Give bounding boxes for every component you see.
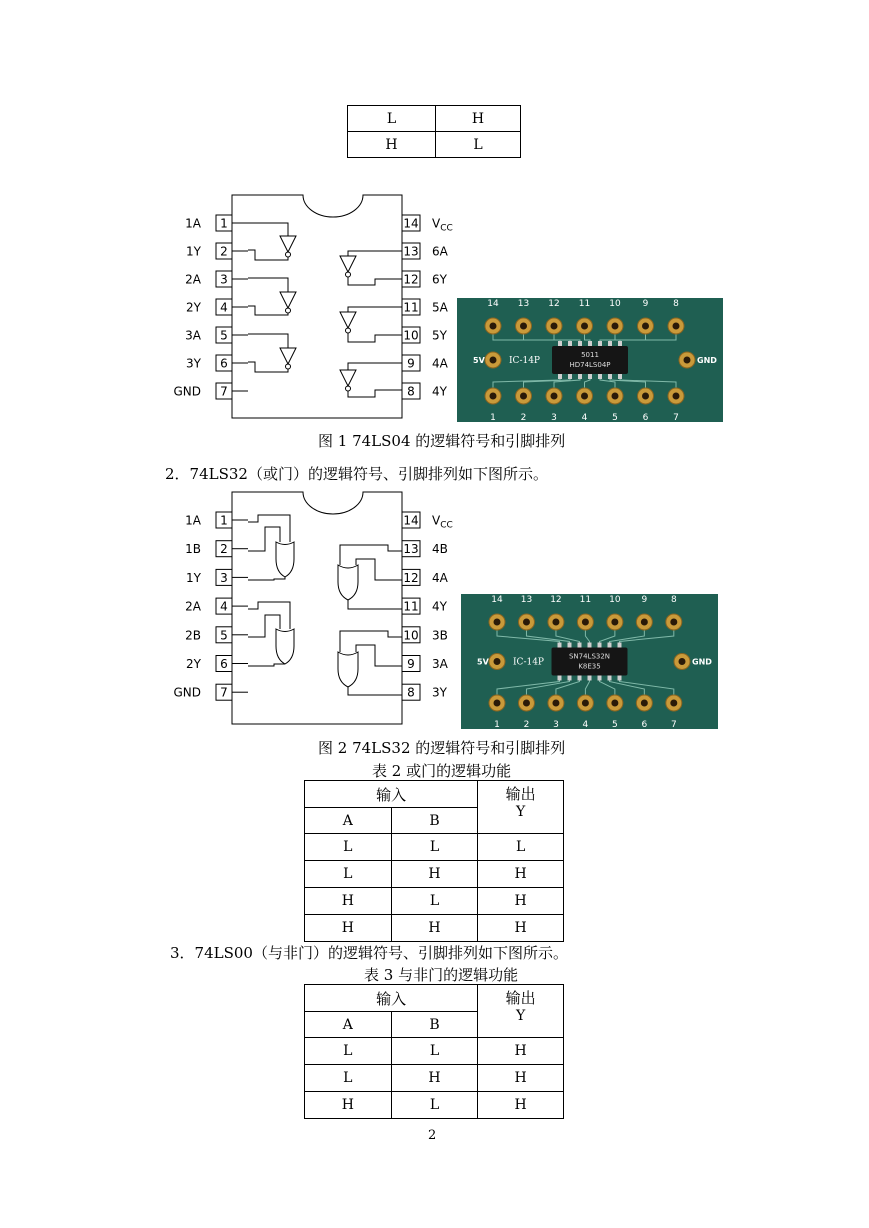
table-cell: H bbox=[391, 1065, 478, 1092]
pin-label: 1A bbox=[185, 513, 201, 528]
paragraph-3: 3．74LS00（与非门）的逻辑符号、引脚排列如下图所示。 bbox=[170, 944, 568, 962]
pin-label: 2B bbox=[185, 628, 201, 643]
pin-label: 3B bbox=[432, 628, 448, 643]
socket-pin-number: 4 bbox=[582, 720, 589, 729]
pin-label: 3A bbox=[432, 657, 448, 671]
pin-number: 12 bbox=[403, 570, 419, 585]
table-cell: H bbox=[391, 861, 478, 888]
pin-label: 1Y bbox=[186, 570, 201, 585]
pin-label: 4A bbox=[432, 356, 448, 371]
pin-number: 9 bbox=[407, 657, 415, 671]
pin-label: 2Y bbox=[186, 657, 201, 671]
pin-label: 3A bbox=[185, 328, 201, 343]
pin-label: 4B bbox=[432, 542, 448, 557]
pin-number: 3 bbox=[220, 272, 228, 287]
col-b: B bbox=[391, 1012, 478, 1038]
fig1-pinout-diagram bbox=[170, 190, 460, 425]
output-header: 输出 bbox=[505, 989, 536, 1007]
socket-pin-number: 1 bbox=[494, 720, 500, 729]
label-gnd: GND bbox=[692, 657, 712, 667]
table-cell: H bbox=[478, 861, 564, 888]
table2-or-truth-table bbox=[304, 780, 564, 942]
pin-number: 14 bbox=[403, 216, 419, 231]
socket-pin-number: 6 bbox=[641, 720, 648, 729]
input-header: 输入 bbox=[305, 781, 478, 808]
pin-number: 7 bbox=[220, 384, 228, 399]
socket-pin-number: 2 bbox=[520, 413, 527, 422]
pin-label: 1Y bbox=[186, 244, 201, 259]
socket-pin-number: 13 bbox=[520, 595, 533, 605]
label-gnd: GND bbox=[697, 356, 717, 365]
socket-pin-number: 5 bbox=[612, 413, 618, 422]
socket-pin-number: 9 bbox=[642, 299, 649, 309]
pin-number: 1 bbox=[220, 216, 228, 231]
fig2-caption: 图 2 74LS32 的逻辑符号和引脚排列 bbox=[318, 739, 566, 757]
socket-pin-number: 10 bbox=[609, 299, 621, 309]
output-header-cell bbox=[478, 985, 564, 1038]
pin-label: 1B bbox=[185, 542, 201, 557]
table-cell: L bbox=[391, 834, 478, 861]
pin-label: 2A bbox=[185, 599, 201, 614]
pin-label: 4Y bbox=[432, 599, 447, 614]
pin-label: 2A bbox=[185, 272, 201, 287]
table-cell: H bbox=[305, 888, 392, 915]
table-cell: L bbox=[305, 1038, 392, 1065]
pin-number: 7 bbox=[220, 685, 228, 700]
socket-pin-number: 8 bbox=[670, 595, 677, 605]
label-5v: 5V bbox=[477, 657, 489, 667]
table-cell: L bbox=[305, 1065, 392, 1092]
pin-number: 8 bbox=[407, 685, 415, 700]
pin-number: 5 bbox=[220, 328, 228, 343]
pin-label: 3Y bbox=[432, 685, 447, 700]
table-cell: L bbox=[305, 861, 392, 888]
chip-marking: SN74LS32N bbox=[568, 652, 611, 661]
pin-number: 2 bbox=[220, 542, 228, 557]
socket-pin-number: 4 bbox=[581, 413, 588, 422]
socket-label: IC-14P bbox=[513, 657, 544, 668]
pin-label: 1A bbox=[185, 216, 201, 231]
pin-label: 5A bbox=[432, 300, 448, 315]
col-a: A bbox=[305, 1012, 392, 1038]
output-header: 输出 bbox=[505, 785, 536, 803]
output-header-cell bbox=[478, 781, 564, 834]
socket-pin-number: 11 bbox=[579, 595, 592, 605]
pin-number: 6 bbox=[220, 657, 228, 671]
pin-number: 6 bbox=[220, 356, 228, 371]
socket-pin-number: 11 bbox=[578, 299, 591, 309]
socket-pin-number: 8 bbox=[673, 299, 679, 309]
table-cell: H bbox=[478, 1038, 564, 1065]
pin-label: 4A bbox=[432, 570, 448, 585]
page-number: 2 bbox=[428, 1128, 437, 1143]
fig1-caption: 图 1 74LS04 的逻辑符号和引脚排列 bbox=[318, 432, 566, 450]
table3-title: 表 3 与非门的逻辑功能 bbox=[364, 966, 519, 984]
pin-number: 11 bbox=[403, 599, 419, 614]
pin-number: 4 bbox=[220, 300, 228, 315]
col-y: Y bbox=[516, 1008, 526, 1024]
socket-pin-number: 13 bbox=[517, 299, 530, 309]
pin-label: GND bbox=[173, 685, 201, 700]
table-cell: L bbox=[478, 834, 564, 861]
col-b: B bbox=[391, 808, 478, 834]
pin-label: $V_{CC}$ bbox=[432, 216, 453, 234]
socket-pin-number: 3 bbox=[551, 413, 557, 422]
pin-number: 4 bbox=[220, 599, 228, 614]
table3-nand-truth-table bbox=[304, 984, 564, 1119]
top-truth-table bbox=[347, 105, 521, 158]
socket-pin-number: 14 bbox=[487, 299, 499, 309]
socket-pin-number: 7 bbox=[670, 720, 677, 729]
pin-number: 10 bbox=[403, 628, 419, 643]
socket-pin-number: 10 bbox=[609, 595, 621, 605]
pin-label: 6Y bbox=[432, 272, 447, 287]
table-cell: H bbox=[478, 915, 564, 942]
table-cell: L bbox=[305, 834, 392, 861]
chip-marking: K8E35 bbox=[578, 662, 601, 671]
pin-number: 11 bbox=[403, 300, 419, 315]
col-y: Y bbox=[516, 804, 526, 820]
col-a: A bbox=[305, 808, 392, 834]
socket-pin-number: 12 bbox=[548, 299, 560, 309]
socket-label: IC-14P bbox=[509, 356, 540, 366]
pin-number: 2 bbox=[220, 244, 228, 259]
pin-number: 9 bbox=[407, 356, 415, 371]
table-cell: H bbox=[478, 888, 564, 915]
socket-pin-number: 1 bbox=[490, 413, 496, 422]
label-5v: 5V bbox=[473, 356, 485, 365]
pin-label: 4Y bbox=[432, 384, 447, 399]
pin-number: 5 bbox=[220, 628, 228, 643]
pin-label: 2Y bbox=[186, 300, 201, 315]
fig1-chip-photo bbox=[457, 298, 723, 422]
socket-pin-number: 9 bbox=[641, 595, 648, 605]
pin-number: 3 bbox=[220, 570, 228, 585]
table-cell: H bbox=[391, 915, 478, 942]
table-cell: L bbox=[391, 1038, 478, 1065]
socket-pin-number: 3 bbox=[553, 720, 559, 729]
table-cell: H bbox=[478, 1092, 564, 1119]
table-cell: L bbox=[391, 888, 478, 915]
pin-label: 6A bbox=[432, 244, 448, 259]
fig2-pinout-diagram bbox=[170, 487, 460, 732]
pin-number: 10 bbox=[403, 328, 419, 343]
socket-pin-number: 7 bbox=[673, 413, 679, 422]
pin-number: 12 bbox=[403, 272, 419, 287]
table-cell: L bbox=[348, 106, 436, 132]
pin-number: 13 bbox=[403, 244, 419, 259]
table-cell: H bbox=[305, 1092, 392, 1119]
pin-number: 14 bbox=[403, 513, 419, 528]
socket-pin-number: 5 bbox=[612, 720, 618, 729]
pin-label: 5Y bbox=[432, 328, 447, 343]
pin-label: 3Y bbox=[186, 356, 201, 371]
socket-pin-number: 14 bbox=[491, 595, 503, 605]
table-cell: H bbox=[348, 132, 436, 158]
socket-pin-number: 12 bbox=[550, 595, 562, 605]
chip-marking: 5011 bbox=[581, 351, 599, 359]
table-cell: H bbox=[436, 106, 521, 132]
chip-marking: HD74LS04P bbox=[569, 361, 611, 369]
pin-number: 1 bbox=[220, 513, 228, 528]
pin-number: 13 bbox=[403, 542, 419, 557]
fig2-chip-photo bbox=[461, 594, 718, 729]
pin-label: $V_{CC}$ bbox=[432, 513, 453, 531]
table-cell: H bbox=[305, 915, 392, 942]
pin-label: GND bbox=[173, 384, 201, 399]
socket-pin-number: 2 bbox=[523, 720, 530, 729]
table-cell: L bbox=[436, 132, 521, 158]
paragraph-2: 2．74LS32（或门）的逻辑符号、引脚排列如下图所示。 bbox=[165, 465, 548, 483]
table2-title: 表 2 或门的逻辑功能 bbox=[372, 762, 512, 780]
table-cell: L bbox=[391, 1092, 478, 1119]
socket-pin-number: 6 bbox=[642, 413, 649, 422]
pin-number: 8 bbox=[407, 384, 415, 399]
table-cell: H bbox=[478, 1065, 564, 1092]
input-header: 输入 bbox=[305, 985, 478, 1012]
